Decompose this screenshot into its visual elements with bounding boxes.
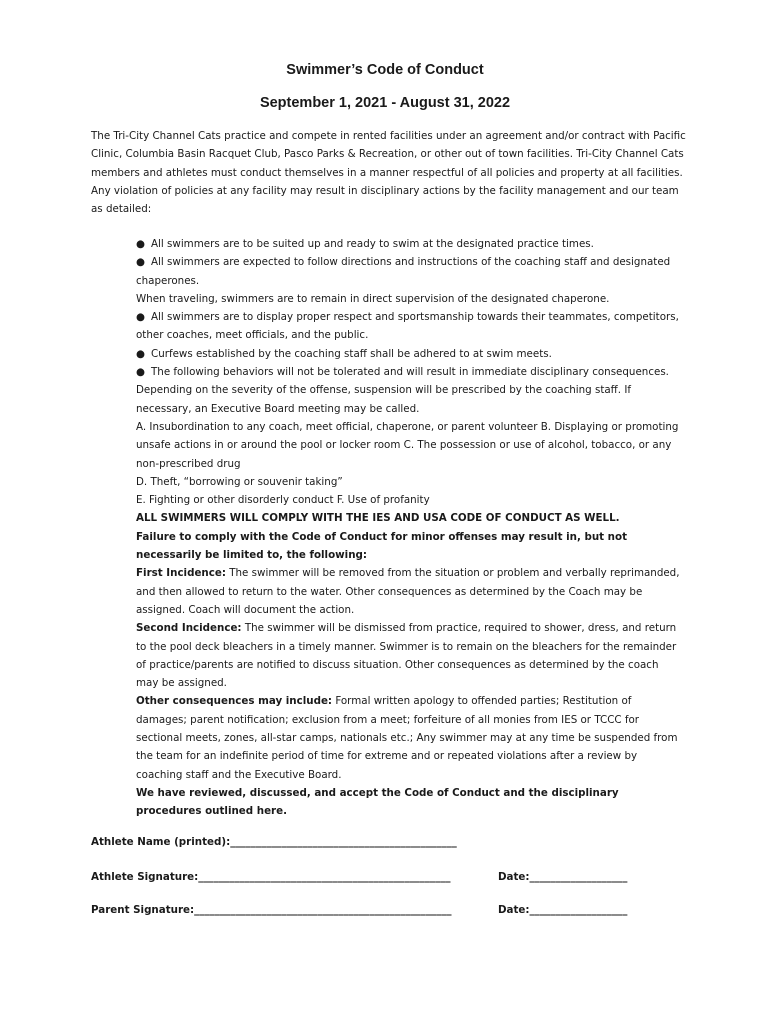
- travel-line: When traveling, swimmers are to remain in direct supervision of the designated chaperone.: [136, 292, 610, 305]
- athlete-date-field[interactable]: Date:___________________: [498, 871, 628, 883]
- rule-item: ● All swimmers are to display proper respect and sportsmanship towards their teammates, competitors, other coaches, meet officials, and the public.: [136, 311, 679, 342]
- failure-statement: Failure to comply with the Code of Conduct for minor offenses may result in, but not necessarily be limited to, the following:: [136, 530, 627, 562]
- intro-paragraph: The Tri-City Channel Cats practice and compete in rented facilities under an agreement and/or contract with Pacific Clinic, Columbia Basin Racquet Club, Pasco Parks & Recreation, or other out of town facilities. Tri-City Channel Cats members and athletes must conduct themselves in a manner respectful of all policies and property at all facilities. Any violation of policies at any facility may result in disciplinary actions by the facility management and our team as detailed:: [91, 130, 686, 216]
- rule-item: ● All swimmers are to be suited up and ready to swim at the designated practice times.: [136, 238, 594, 250]
- season-dates: September 1, 2021 - August 31, 2022: [259, 95, 511, 111]
- behavior-ef: E. Fighting or other disorderly conduct F. Use of profanity: [136, 494, 430, 507]
- other-consequences: Other consequences may include: Formal written apology to offended parties; Restitution of damages; parent notification; exclusion from a meet; forfeiture of all monies from IES or TCCC for sectional meets, zones, all-star camps, nationals etc.; Any swimmer may at any time be suspended from the team for an indefinite period of time for extreme and or repeated violations after a review by coaching staff and the Executive Board.: [136, 695, 678, 781]
- severity-paragraph: Depending on the severity of the offense, suspension will be prescribed by the coaching staff. If necessary, an Executive Board meeting may be called.: [136, 384, 631, 415]
- first-incidence: First Incidence: The swimmer will be removed from the situation or problem and verbally reprimanded, and then allowed to return to the water. Other consequences as determined by the Coach may be assigned. Coach will document the action.: [136, 567, 680, 616]
- document-title: Swimmer’s Code of Conduct: [286, 62, 484, 78]
- rule-item: ● All swimmers are expected to follow directions and instructions of the coaching staff and designated chaperones.: [136, 256, 671, 287]
- second-incidence-label: Second Incidence:: [136, 622, 242, 635]
- rules-section: [136, 235, 681, 821]
- bullet-icon: ●: [136, 256, 145, 269]
- behavior-d: D. Theft, “borrowing or souvenir taking”: [136, 475, 343, 488]
- rule-item: ● Curfews established by the coaching staff shall be adhered to at swim meets.: [136, 347, 552, 360]
- bullet-icon: ●: [136, 238, 145, 250]
- comply-statement: ALL SWIMMERS WILL COMPLY WITH THE IES AND USA CODE OF CONDUCT AS WELL.: [136, 512, 620, 525]
- acceptance-statement: We have reviewed, discussed, and accept the Code of Conduct and the disciplinary procedures outlined here.: [136, 786, 619, 818]
- athlete-name-field[interactable]: Athlete Name (printed):____________________________________________: [91, 836, 457, 848]
- bullet-icon: ●: [136, 347, 145, 360]
- first-incidence-label: First Incidence:: [136, 567, 226, 580]
- bullet-icon: ●: [136, 366, 145, 379]
- second-incidence: Second Incidence: The swimmer will be dismissed from practice, required to shower, dress, and return to the pool deck bleachers in a timely manner. Swimmer is to remain on the bleachers for the remainder of practice/parents are notified to discuss situation. Other consequences as determined by the coach may be assigned.: [136, 622, 677, 690]
- parent-date-field[interactable]: Date:___________________: [498, 904, 628, 916]
- athlete-signature-field[interactable]: Athlete Signature:_________________________________________________: [91, 871, 451, 883]
- other-consequences-label: Other consequences may include:: [136, 695, 333, 708]
- rule-item: ● The following behaviors will not be tolerated and will result in immediate disciplinary consequences.: [136, 366, 669, 379]
- parent-signature-field[interactable]: Parent Signature:__________________________________________________: [91, 904, 452, 916]
- bullet-icon: ●: [136, 311, 145, 324]
- behaviors-list: A. Insubordination to any coach, meet official, chaperone, or parent volunteer B. Displaying or promoting unsafe actions in or around the pool or locker room C. The possession or use of alcohol, tobacco, or any non-prescribed drug: [136, 420, 679, 470]
